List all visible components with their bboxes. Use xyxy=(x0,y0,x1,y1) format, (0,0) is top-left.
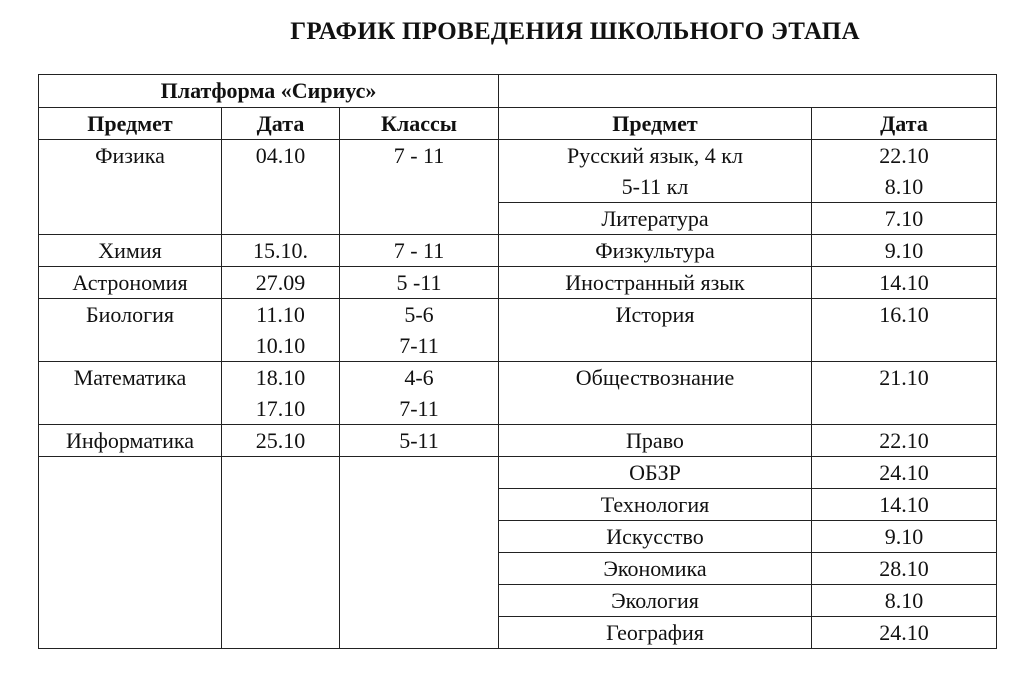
left-date-biology xyxy=(222,299,340,362)
right-subject-economics: Экономика xyxy=(499,553,812,585)
left-subject-biology: Биология xyxy=(39,299,222,362)
math-grades-1: 4-6 xyxy=(404,365,434,390)
right-subject-pe: Физкультура xyxy=(499,235,812,267)
right-top-blank xyxy=(499,75,997,108)
left-grades-physics: 7 - 11 xyxy=(340,140,499,235)
left-date-chemistry: 15.10. xyxy=(222,235,340,267)
table-row xyxy=(39,235,997,267)
page-title: ГРАФИК ПРОВЕДЕНИЯ ШКОЛЬНОГО ЭТАПА xyxy=(290,18,860,45)
right-subject-foreign-language: Иностранный язык xyxy=(499,267,812,299)
left-grades-informatics: 5-11 xyxy=(340,425,499,457)
left-grades-astronomy: 5 -11 xyxy=(340,267,499,299)
math-date-1: 18.10 xyxy=(255,365,306,390)
left-grades-biology xyxy=(340,299,499,362)
right-subject-art: Искусство xyxy=(499,521,812,553)
left-subject-header: Предмет xyxy=(39,108,222,140)
right-date-ecology: 8.10 xyxy=(812,585,997,617)
table-row xyxy=(39,267,997,299)
math-grades-2: 7-11 xyxy=(399,396,439,421)
table-row xyxy=(39,299,997,362)
left-subject-informatics: Информатика xyxy=(39,425,222,457)
left-grades-math xyxy=(340,362,499,425)
right-date-russian xyxy=(812,140,997,203)
left-date-informatics: 25.10 xyxy=(222,425,340,457)
right-subject-obzr: ОБЗР xyxy=(499,457,812,489)
right-date-art: 9.10 xyxy=(812,521,997,553)
left-grades-header: Классы xyxy=(340,108,499,140)
right-date-geography: 24.10 xyxy=(812,617,997,649)
left-grades-chemistry: 7 - 11 xyxy=(340,235,499,267)
left-empty-grades xyxy=(340,457,499,649)
left-subject-physics: Физика xyxy=(39,140,222,235)
right-subject-social-studies: Обществознание xyxy=(499,362,812,425)
right-date-obzr: 24.10 xyxy=(812,457,997,489)
header-row xyxy=(39,108,997,140)
table-row xyxy=(39,140,997,203)
right-date-literature: 7.10 xyxy=(812,203,997,235)
right-subject-header: Предмет xyxy=(499,108,812,140)
left-date-header: Дата xyxy=(222,108,340,140)
russian-date-1: 22.10 xyxy=(879,143,929,168)
right-subject-law: Право xyxy=(499,425,812,457)
right-date-law: 22.10 xyxy=(812,425,997,457)
math-date-2: 17.10 xyxy=(255,396,306,421)
russian-line-2: 5-11 кл xyxy=(621,174,689,199)
biology-date-2: 10.10 xyxy=(255,333,306,358)
left-empty-date xyxy=(222,457,340,649)
biology-grades-2: 7-11 xyxy=(399,333,439,358)
left-date-math xyxy=(222,362,340,425)
left-subject-math: Математика xyxy=(39,362,222,425)
right-date-foreign-language: 14.10 xyxy=(812,267,997,299)
right-subject-history: История xyxy=(499,299,812,362)
right-subject-russian xyxy=(499,140,812,203)
right-subject-technology: Технология xyxy=(499,489,812,521)
schedule-table xyxy=(38,74,997,649)
right-subject-ecology: Экология xyxy=(499,585,812,617)
left-date-physics: 04.10 xyxy=(222,140,340,235)
table-row xyxy=(39,425,997,457)
left-date-astronomy: 27.09 xyxy=(222,267,340,299)
table-row xyxy=(39,457,997,489)
biology-date-1: 11.10 xyxy=(256,302,305,327)
platform-row xyxy=(39,75,997,108)
biology-grades-1: 5-6 xyxy=(404,302,434,327)
left-subject-astronomy: Астрономия xyxy=(39,267,222,299)
right-subject-geography: География xyxy=(499,617,812,649)
left-subject-chemistry: Химия xyxy=(39,235,222,267)
right-date-economics: 28.10 xyxy=(812,553,997,585)
table-row xyxy=(39,362,997,425)
right-subject-literature: Литература xyxy=(499,203,812,235)
right-date-social-studies: 21.10 xyxy=(812,362,997,425)
platform-label: Платформа «Сириус» xyxy=(39,75,499,108)
right-date-history: 16.10 xyxy=(812,299,997,362)
russian-date-2: 8.10 xyxy=(884,174,924,199)
left-empty-subject xyxy=(39,457,222,649)
right-date-pe: 9.10 xyxy=(812,235,997,267)
russian-line-1: Русский язык, 4 кл xyxy=(567,143,743,168)
right-date-header: Дата xyxy=(812,108,997,140)
right-date-technology: 14.10 xyxy=(812,489,997,521)
